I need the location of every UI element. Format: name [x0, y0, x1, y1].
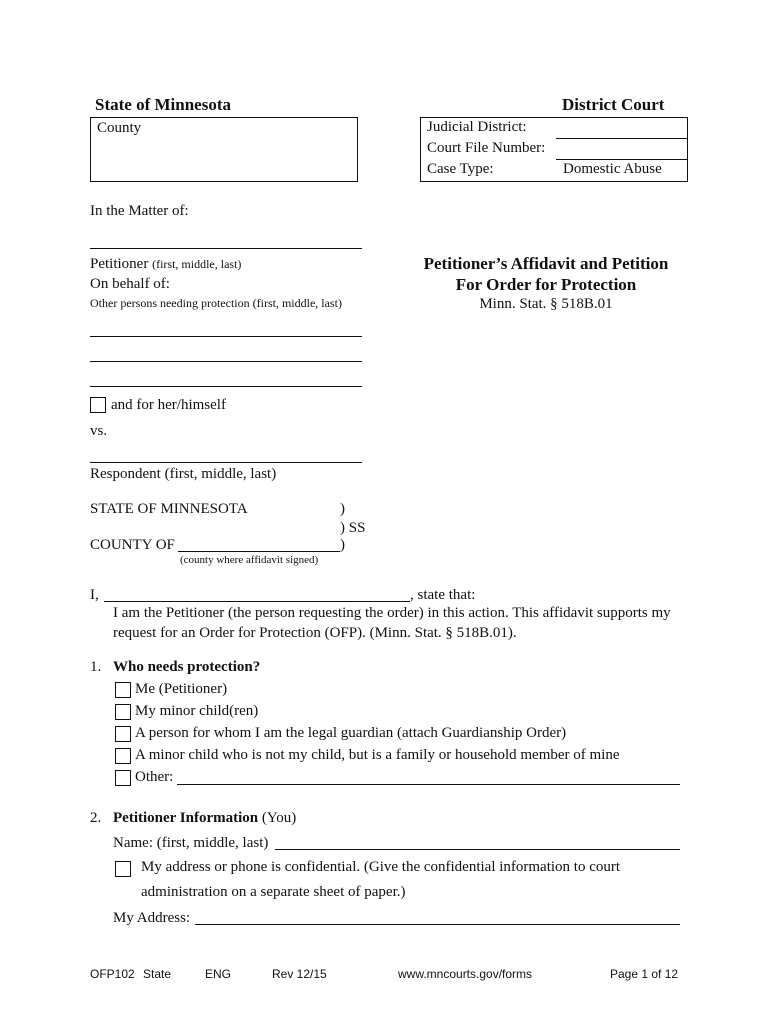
other-person-line-2[interactable] — [90, 361, 362, 362]
other-persons-label: Other persons needing protection (first, middle, last) — [90, 296, 342, 310]
statement-line-1: I am the Petitioner (the person requesting the order) in this action. This affidavit supports my — [113, 605, 671, 621]
petitioner-name-line[interactable] — [90, 248, 362, 249]
statement-line-2: request for an Order for Protection (OFP). (Minn. Stat. § 518B.01). — [113, 625, 517, 641]
court-file-field[interactable] — [556, 159, 687, 160]
q1-option-guardian-checkbox[interactable] — [115, 726, 131, 742]
q2-number: 2. — [90, 810, 102, 826]
address-label: My Address: — [113, 910, 191, 926]
q2-title — [113, 810, 296, 827]
q1-other-field[interactable] — [177, 784, 680, 785]
respondent-label: Respondent (first, middle, last) — [90, 466, 277, 482]
statute-reference: Minn. Stat. § 518B.01 — [479, 296, 613, 312]
i-label: I, — [90, 587, 99, 603]
venue-paren-3: ) — [340, 537, 345, 553]
case-type-label: Case Type: — [427, 161, 494, 177]
q2-title-text: Petitioner Information — [113, 810, 259, 826]
on-behalf-label: On behalf of: — [90, 276, 170, 292]
name-label: Name: (first, middle, last) — [113, 835, 269, 851]
venue-state: STATE OF MINNESOTA — [90, 501, 248, 517]
q1-option-guardian-label: A person for whom I am the legal guardian (attach Guardianship Order) — [135, 725, 567, 741]
footer-page: Page 1 of 12 — [610, 967, 679, 981]
footer-state: State — [143, 967, 172, 981]
q2-title-suffix: (You) — [261, 810, 297, 826]
case-info-box — [420, 117, 688, 182]
form-title-line2: For Order for Protection — [455, 275, 637, 294]
form-title-line1: Petitioner’s Affidavit and Petition — [423, 254, 669, 273]
judicial-district-field[interactable] — [556, 138, 687, 139]
and-for-checkbox[interactable] — [90, 397, 106, 413]
q1-option-child-checkbox[interactable] — [115, 704, 131, 720]
confidential-line-2: administration on a separate sheet of paper.) — [141, 884, 406, 900]
q1-number: 1. — [90, 659, 102, 675]
respondent-name-line[interactable] — [90, 462, 362, 463]
q1-option-other-checkbox[interactable] — [115, 770, 131, 786]
petitioner-name-field[interactable] — [275, 849, 680, 850]
affiant-name-field[interactable] — [104, 601, 410, 602]
footer-url[interactable]: www.mncourts.gov/forms — [398, 967, 533, 981]
confidential-line-1: My address or phone is confidential. (Give the confidential information to court — [141, 859, 621, 875]
petitioner-label — [90, 256, 241, 273]
county-of-field[interactable] — [178, 551, 340, 552]
q1-option-household-label: A minor child who is not my child, but is a family or household member of mine — [135, 747, 620, 763]
footer-lang: ENG — [205, 967, 232, 981]
venue-paren-1: ) — [340, 501, 345, 517]
venue-ss: ) SS — [340, 520, 366, 536]
petitioner-hint: (first, middle, last) — [152, 257, 242, 271]
q1-option-me-checkbox[interactable] — [115, 682, 131, 698]
state-heading: State of Minnesota — [95, 95, 231, 114]
court-file-label: Court File Number: — [427, 140, 546, 156]
and-for-label: and for her/himself — [111, 397, 226, 413]
confidential-checkbox[interactable] — [115, 861, 131, 877]
case-type-value: Domestic Abuse — [563, 161, 662, 177]
court-heading: District Court — [562, 95, 665, 114]
county-of-label: COUNTY OF — [90, 537, 175, 553]
other-person-line-1[interactable] — [90, 336, 362, 337]
other-person-line-3[interactable] — [90, 386, 362, 387]
judicial-district-label: Judicial District: — [427, 119, 527, 135]
q1-title: Who needs protection? — [113, 659, 261, 675]
q1-option-other-label: Other: — [135, 769, 174, 785]
footer-rev: Rev 12/15 — [272, 967, 327, 981]
county-label: County — [97, 120, 142, 136]
q1-option-me-label: Me (Petitioner) — [135, 681, 228, 697]
county-box[interactable] — [90, 117, 358, 182]
county-hint: (county where affidavit signed) — [180, 554, 319, 566]
address-field[interactable] — [195, 924, 680, 925]
q1-option-household-checkbox[interactable] — [115, 748, 131, 764]
state-that-label: , state that: — [410, 587, 476, 603]
q1-option-child-label: My minor child(ren) — [135, 703, 259, 719]
footer-form-id: OFP102 — [90, 967, 135, 981]
vs-label: vs. — [90, 423, 108, 439]
petitioner-label-text: Petitioner — [90, 256, 149, 272]
in-matter-label: In the Matter of: — [90, 203, 189, 219]
